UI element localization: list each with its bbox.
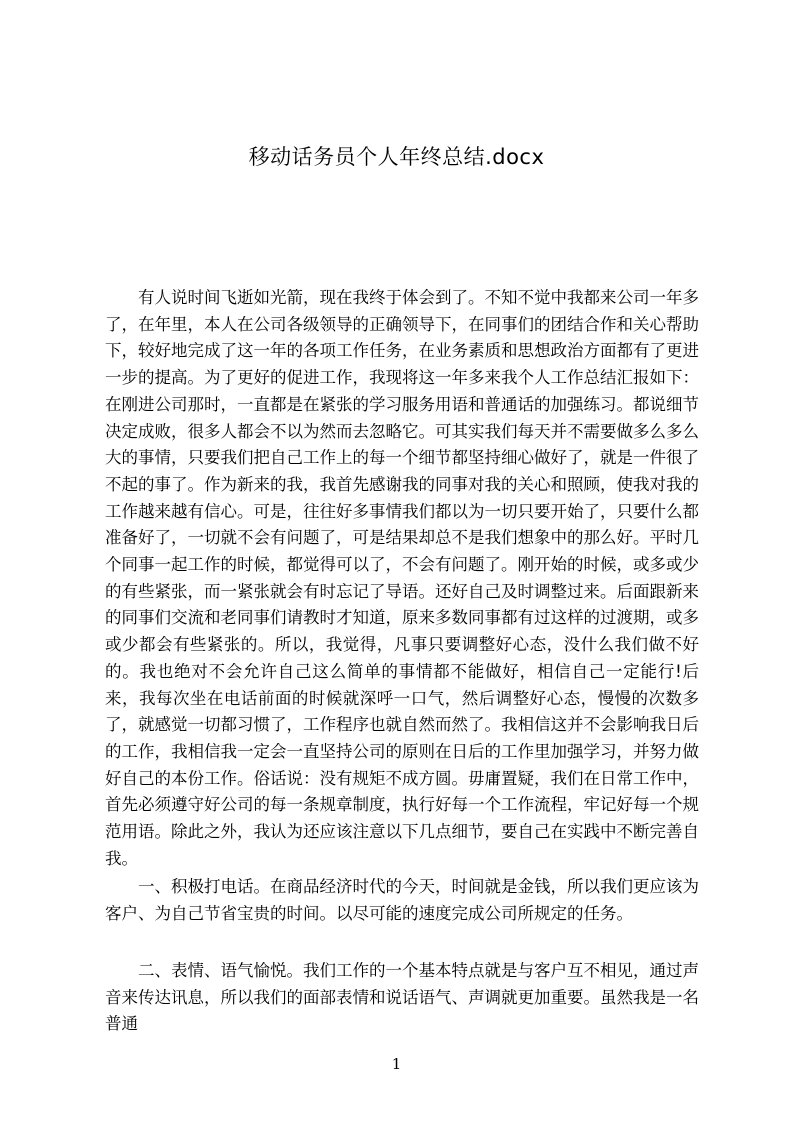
- paragraph-text: 一、积极打电话。在商品经济时代的今天，时间就是金钱，所以我们更应该为客户、为自己节省宝贵的时间。以尽可能的速度完成公司所规定的任务。: [105, 877, 699, 923]
- page-number: 1: [391, 1055, 402, 1073]
- document-title: 移动话务员个人年终总结.docx: [248, 145, 545, 169]
- paragraph-text: 有人说时间飞逝如光箭，现在我终于体会到了。不知不觉中我都来公司一年多了，在年里，本人在公司各级领导的正确领导下，在同事们的团结合作和关心帮助下，较好地完成了这一年的各项工作任务，在业务素质和思想政治方面都有了更进一步的提高。为了更好的促进工作，我现将这一年多来我个人工作总结汇报如下：在刚进公司那时，一直都是在紧张的学习服务用语和普通话的加强练习。都说细节决定成败，很多人都会不以为然而去忽略它。可其实我们每天并不需要做多么多么大的事情，只要我们把自己工作上的每一个细节都坚持细心做好了，就是一件很了不起的事了。作为新来的我，我首先感谢我的同事对我的关心和照顾，使我对我的工作越来越有信心。可是，往往好多事情我们都以为一切只要开始了，只要什么都准备好了，一切就不会有问题了，可是结果却总不是我们想象中的那么好。平时几个同事一起工作的时候，都觉得可以了，不会有问题了。刚开始的时候，或多或少的有些紧张，而一紧张就会有时忘记了导语。还好自己及时调整过来。后面跟新来的同事们交流和老同事们请教时才知道，原来多数同事都有过这样的过渡期，或多或少都会有些紧张的。所以，我觉得，凡事只要调整好心态，没什么我们做不好的。我也绝对不会允许自己这么简单的事情都不能做好，相信自己一定能行!后来，我每次坐在电话前面的时候就深呼一口气，然后调整好心态，慢慢的次数多了，就感觉一切都习惯了，工作程序也就自然而然了。我相信这并不会影响我日后的工作，我相信我一定会一直坚持公司的原则在日后的工作里加强学习，并努力做好自己的本份工作。俗话说：没有规矩不成方圆。毋庸置疑，我们在日常工作中，首先必须遵守好公司的每一条规章制度，执行好每一个工作流程，牢记好每一个规范用语。除此之外，我认为还应该注意以下几点细节，要自己在实践中不断完善自我。: [105, 288, 699, 868]
- paragraph-intro: [105, 285, 699, 872]
- paragraph-point-one: [105, 874, 699, 927]
- paragraph-text: 二、表情、语气愉悦。我们工作的一个基本特点就是与客户互不相见，通过声音来传达讯息，所以我们的面部表情和说话语气、声调就更加重要。虽然我是一名普通: [105, 961, 699, 1034]
- paragraph-point-two: [105, 958, 699, 1038]
